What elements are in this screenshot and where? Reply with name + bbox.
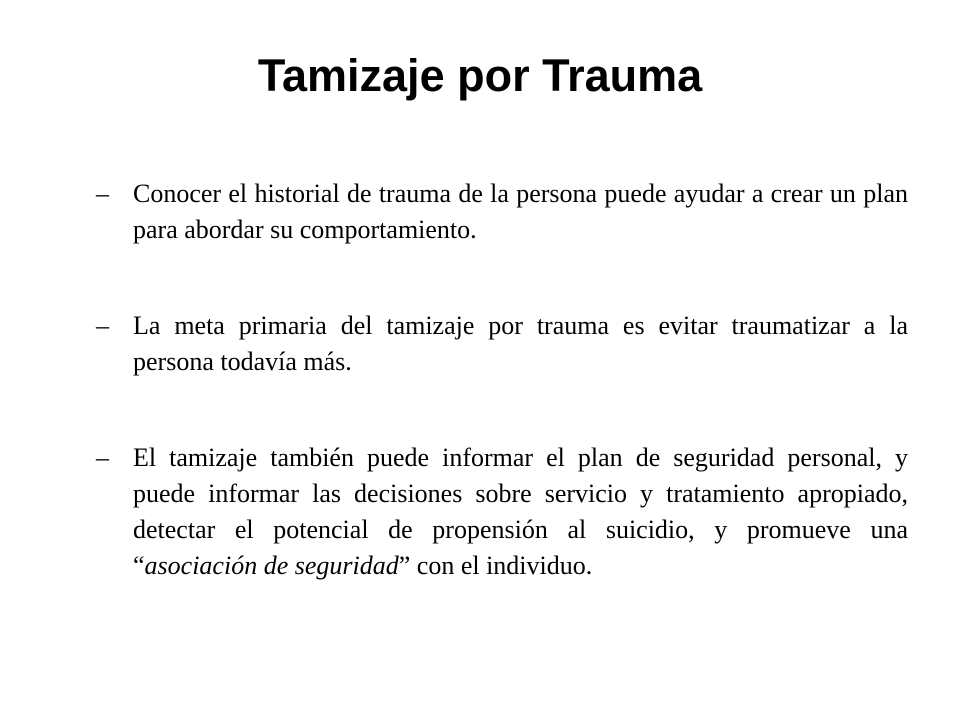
slide-title: Tamizaje por Trauma [257,50,703,101]
bullet-text-after: ” con el individuo. [398,551,593,580]
bullet-dash: – [96,443,109,472]
bullet-list [96,176,908,644]
bullet-text: La meta primaria del tamizaje por trauma es evitar traumatizar a la persona todavía más. [133,311,908,376]
bullet-item-3 [96,440,908,584]
bullet-item-1 [96,176,908,248]
bullet-dash: – [96,311,109,340]
bullet-text-italic: asociación de seguridad [144,551,399,580]
bullet-item-2 [96,308,908,380]
bullet-text-before: El tamizaje también puede informar el plan de seguridad personal, y puede informar las decisiones sobre servicio y tratamiento apropiado, detectar el potencial de propensión al suicidio, y promueve una “ [133,443,908,580]
bullet-dash: – [96,179,109,208]
bullet-text: Conocer el historial de trauma de la persona puede ayudar a crear un plan para abordar su comportamiento. [133,179,908,244]
